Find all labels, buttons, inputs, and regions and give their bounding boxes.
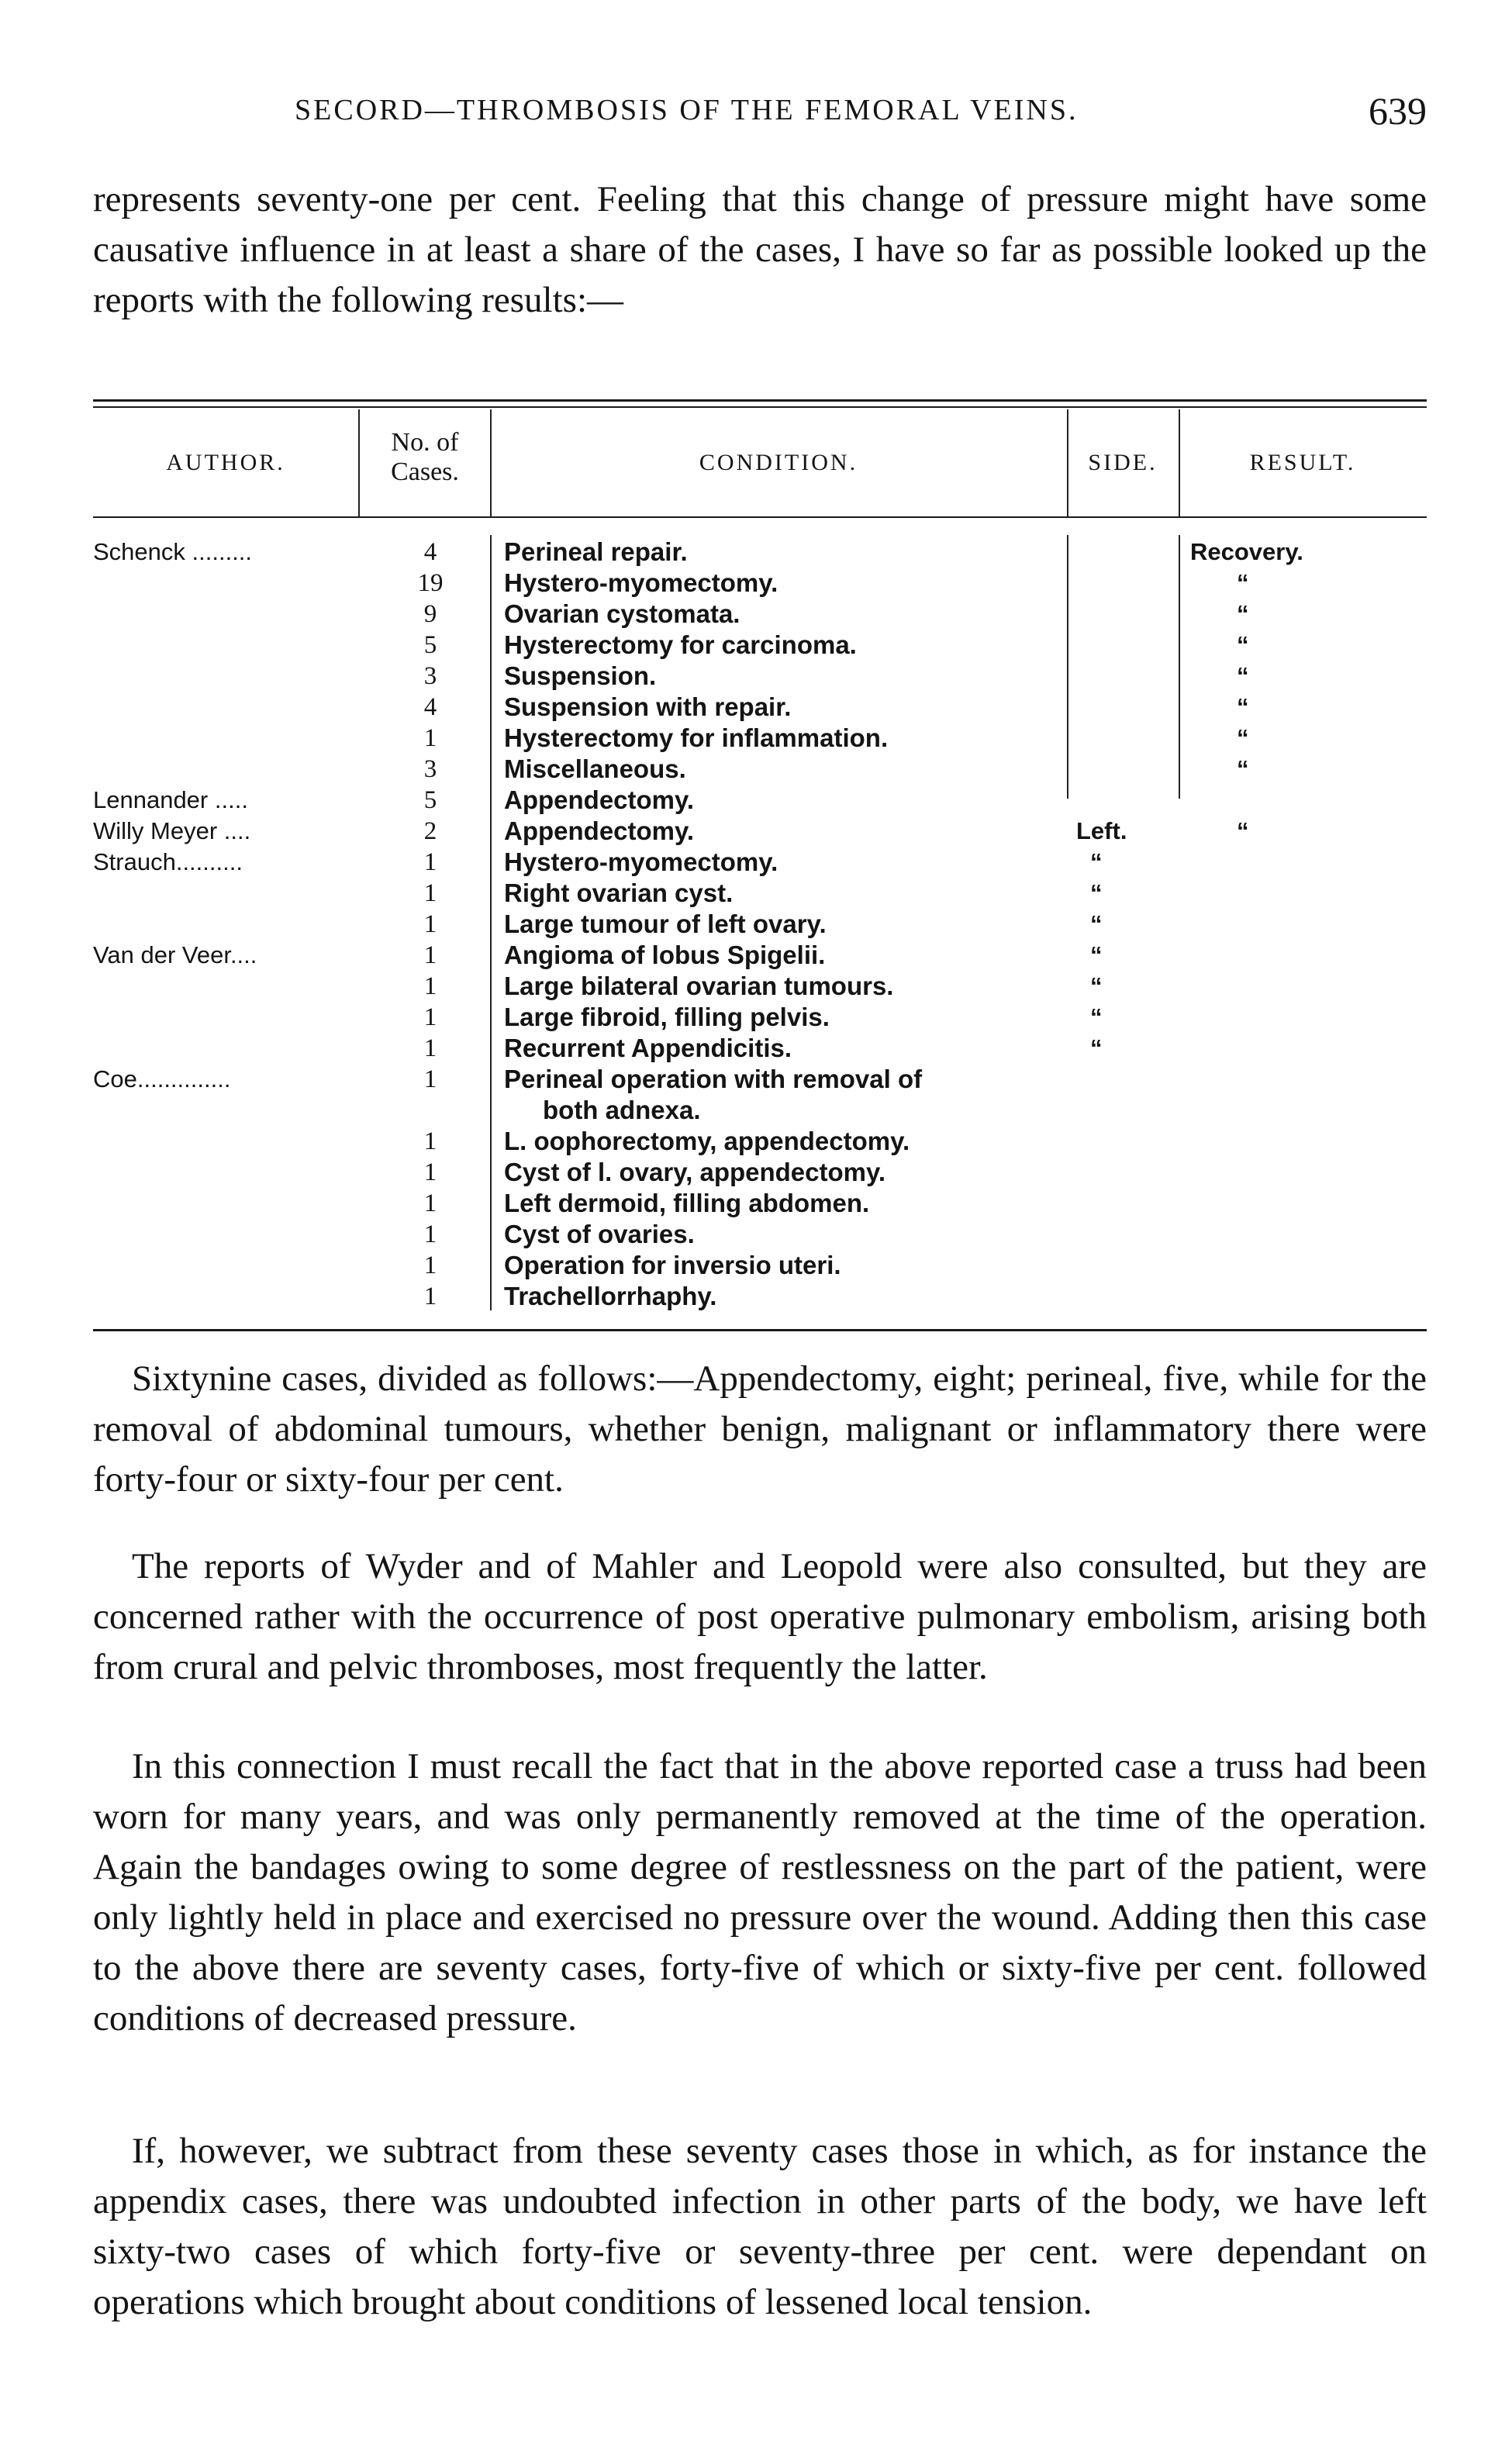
cell-condition: Right ovarian cyst. xyxy=(504,879,734,907)
cell-condition: Appendectomy. xyxy=(504,816,695,845)
cell-cases: 4 xyxy=(423,693,437,721)
header-cases: No. of Cases. xyxy=(391,428,459,486)
cell-cases: 1 xyxy=(423,910,437,938)
cell-condition: Large fibroid, filling pelvis. xyxy=(504,1003,830,1031)
header-condition: CONDITION. xyxy=(699,450,858,475)
cell-condition: Hystero-myomectomy. xyxy=(504,568,778,597)
cell-cases: 5 xyxy=(423,631,437,659)
cell-condition: Operation for inversio uteri. xyxy=(504,1251,841,1279)
cell-cases: 1 xyxy=(423,941,437,969)
body-divider-condition xyxy=(490,535,492,1310)
cell-condition: Hysterectomy for carcinoma. xyxy=(504,630,857,659)
header-bottom-rule xyxy=(93,516,1427,518)
cell-cases: 1 xyxy=(423,972,437,1000)
cell-cases: 3 xyxy=(423,755,437,783)
cell-author: Lennander ..... xyxy=(93,786,248,813)
cell-condition: Hysterectomy for inflammation. xyxy=(504,723,889,752)
cell-condition: Large tumour of left ovary. xyxy=(504,910,827,938)
cell-result: “ xyxy=(1237,600,1249,627)
table-bottom-rule xyxy=(93,1329,1427,1331)
header-side: SIDE. xyxy=(1088,450,1158,475)
body-divider-side xyxy=(1067,535,1068,799)
cell-result: “ xyxy=(1237,724,1249,751)
table-top-rule xyxy=(93,399,1427,402)
cell-author: Van der Veer.... xyxy=(93,941,257,968)
cell-result: “ xyxy=(1237,693,1249,720)
cell-result: “ xyxy=(1237,817,1249,844)
header-result: RESULT. xyxy=(1249,450,1356,475)
cell-condition: Cyst of l. ovary, appendectomy. xyxy=(504,1158,886,1186)
cell-author: Schenck ......... xyxy=(93,538,253,565)
cell-condition: Left dermoid, filling abdomen. xyxy=(504,1189,870,1217)
cell-condition: Trachellorrhaphy. xyxy=(504,1282,717,1310)
cell-cases: 1 xyxy=(423,1251,437,1279)
cell-condition: Large bilateral ovarian tumours. xyxy=(504,972,894,1000)
cell-cases: 1 xyxy=(423,1065,437,1093)
cell-condition: Cyst of ovaries. xyxy=(504,1220,695,1248)
cell-condition: Suspension. xyxy=(504,661,657,690)
cell-cases: 1 xyxy=(423,848,437,876)
running-title: SECORD—THROMBOSIS OF THE FEMORAL VEINS. xyxy=(295,94,1079,126)
cell-side: “ xyxy=(1090,1034,1103,1061)
cell-cases: 1 xyxy=(423,1034,437,1062)
cell-condition: Suspension with repair. xyxy=(504,692,792,721)
cell-result: “ xyxy=(1237,631,1249,658)
header-author: AUTHOR. xyxy=(166,450,285,475)
cell-result: “ xyxy=(1237,569,1249,596)
cell-condition: Ovarian cystomata. xyxy=(504,599,740,628)
cell-side: Left. xyxy=(1076,817,1127,844)
cell-condition: both adnexa. xyxy=(543,1096,701,1124)
cell-cases: 2 xyxy=(423,817,437,845)
cell-condition: Perineal repair. xyxy=(504,537,688,566)
body-divider-result xyxy=(1179,535,1180,799)
cell-cases: 1 xyxy=(423,1189,437,1217)
cell-condition: Angioma of lobus Spigelii. xyxy=(504,941,826,969)
cell-cases: 1 xyxy=(423,879,437,907)
cell-condition: Hystero-myomectomy. xyxy=(504,847,778,876)
running-head xyxy=(93,89,1427,140)
cell-cases: 5 xyxy=(423,786,437,814)
cell-cases: 9 xyxy=(423,600,437,628)
cell-condition: Appendectomy. xyxy=(504,785,695,814)
cell-condition: Recurrent Appendicitis. xyxy=(504,1034,792,1062)
cell-side: “ xyxy=(1090,1003,1103,1030)
paragraph-3: In this connection I must recall the fact that in the above reported case a truss had been worn for many years, and was only permanently removed at the time of the operation. Again the bandages owing to some degree of restlessness on the part of the patient, were only lightly held in place and exercised no pressure over the wound. Adding then this case to the above there are seventy cases, forty-five of which or sixty-five per cent. followed conditions of decreased pressure. xyxy=(93,1746,1427,2038)
paragraph-2: The reports of Wyder and of Mahler and Leopold were also consulted, but they are concerned rather with the occurrence of post operative pulmonary embolism, arising both from crural and pelvic thromboses, most frequently the latter. xyxy=(93,1546,1427,1687)
cell-side: “ xyxy=(1090,910,1103,937)
cell-result: “ xyxy=(1237,755,1249,782)
cell-cases: 1 xyxy=(423,1003,437,1031)
page-number: 639 xyxy=(1369,89,1427,133)
cell-condition: L. oophorectomy, appendectomy. xyxy=(504,1127,910,1155)
intro-paragraph: represents seventy-one per cent. Feeling that this change of pressure might have some causative influence in at least a share of the cases, I have so far as possible looked up the reports with the following results:— xyxy=(93,179,1427,320)
cell-condition: Perineal operation with removal of xyxy=(504,1065,923,1093)
cell-cases: 1 xyxy=(423,1282,437,1310)
cell-author: Coe.............. xyxy=(93,1065,231,1093)
cell-side: “ xyxy=(1090,879,1103,906)
cell-condition: Miscellaneous. xyxy=(504,754,686,783)
cell-cases: 1 xyxy=(423,1127,437,1155)
cell-result: “ xyxy=(1237,662,1249,689)
paragraph-1: Sixtynine cases, divided as follows:—Appendectomy, eight; perineal, five, while for the removal of abdominal tumours, whether benign, malignant or inflammatory there were forty-four or sixty-four per cent. xyxy=(93,1358,1427,1500)
paragraph-4: If, however, we subtract from these seventy cases those in which, as for instance the appendix cases, there was undoubted infection in other parts of the body, we have left sixty-two cases of which forty-five or seventy-three per cent. were dependant on operations which brought about conditions of lessened local tension. xyxy=(93,2131,1427,2322)
cell-author: Willy Meyer .... xyxy=(93,817,251,844)
header-divider-1 xyxy=(358,409,360,516)
cell-cases: 4 xyxy=(423,538,437,566)
cell-side: “ xyxy=(1090,972,1103,999)
cell-cases: 3 xyxy=(423,662,437,690)
cell-cases: 1 xyxy=(423,724,437,752)
cell-cases: 1 xyxy=(423,1220,437,1248)
cell-result: Recovery. xyxy=(1190,538,1303,565)
cell-author: Strauch.......... xyxy=(93,848,243,875)
cell-cases: 1 xyxy=(423,1158,437,1186)
cell-side: “ xyxy=(1090,848,1103,875)
table-top-rule-2 xyxy=(93,406,1427,408)
cell-cases: 19 xyxy=(417,569,444,597)
cell-side: “ xyxy=(1090,941,1103,968)
